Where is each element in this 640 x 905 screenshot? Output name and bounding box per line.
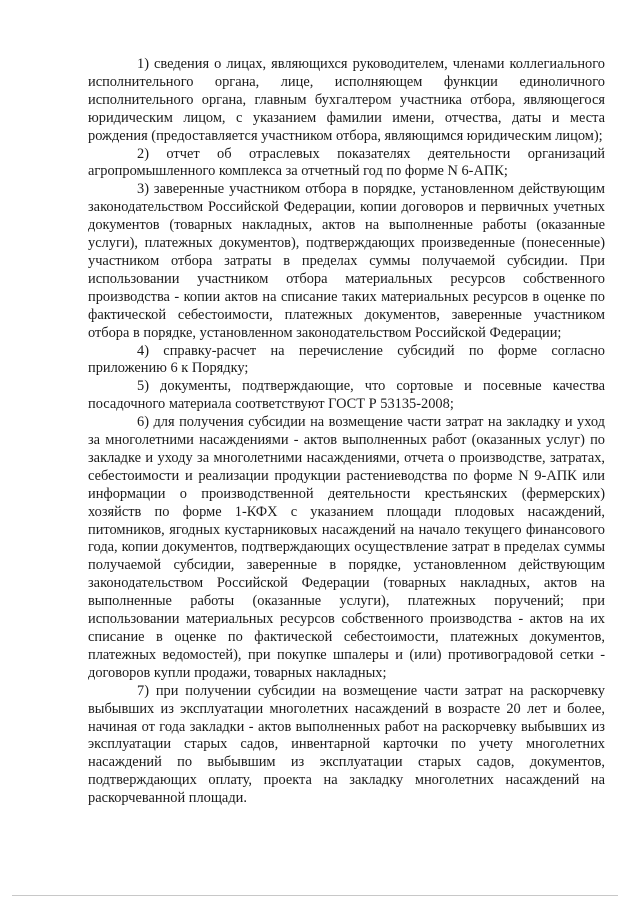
list-item-3: 3) заверенные участником отбора в порядке, установленном действующим законодательством Российской Федерации, копии договоров и первичных учетных документов (товарных накладных, актов на выполненные работы (оказанные услуги), платежных документов), подтверждающих произведенные (понесенные) участником отбора затраты в пределах суммы получаемой субсидии. При использовании участником отбора материальных ресурсов собственного производства - копии актов на списание таких материальных ресурсов в оценке по фактической себестоимости, платежных документов, заверенные участником отбора в порядке, установленном законодательством Российской Федерации; [88, 181, 605, 341]
scan-bottom-edge-line [12, 895, 618, 896]
list-item-7: 7) при получении субсидии на возмещение части затрат на раскорчевку выбывших из эксплуатации многолетних насаждений в возрасте 20 лет и более, начиная от года закладки - актов выполненных работ на раскорчевку выбывших из эксплуатации старых садов, инвентарной карточки по учету многолетних насаждений по выбывшим из эксплуатации старых садов, документов, подтверждающих оплату, проекта на закладку многолетних насаждений на раскорчеванной площади. [88, 682, 605, 807]
document-page [88, 56, 605, 808]
list-item-1: 1) сведения о лицах, являющихся руководителем, членами коллегиального исполнительного органа, лице, исполняющем функции единоличного исполнительного органа, главным бухгалтером участника отбора, являющегося юридическим лицом, с указанием фамилии имени, отчества, даты и места рождения (предоставляется участником отбора, являющимся юридическим лицом); [88, 56, 605, 144]
list-item-2: 2) отчет об отраслевых показателях деятельности организаций агропромышленного комплекса за отчетный год по форме N 6-АПК; [88, 145, 605, 180]
list-item-6: 6) для получения субсидии на возмещение части затрат на закладку и уход за многолетними насаждениями - актов выполненных работ (оказанных услуг) по закладке и уходу за многолетними насаждениями, отчета о производстве, затратах, себестоимости и реализации продукции растениеводства по форме N 9-АПК или информации о производственной деятельности крестьянских (фермерских) хозяйств по форме 1-КФХ с указанием площади плодовых насаждений, питомников, ягодных кустарниковых насаждений на начало текущего финансового года, копии документов, подтверждающих осуществление затрат в пределах суммы получаемой субсидии, заверенные в порядке, установленном действующим законодательством Российской Федерации (товарных накладных, актов на выполненные работы (оказанные услуги), платежных поручений; при использовании материальных ресурсов собственного производства - актов на их списание в оценке по фактической себестоимости, платежных документов, платежных ведомостей), при покупке шпалеры и (или) противоградовой сетки - договоров купли продажи, товарных накладных; [88, 414, 605, 681]
list-item-5: 5) документы, подтверждающие, что сортовые и посевные качества посадочного материала соответствуют ГОСТ Р 53135-2008; [88, 378, 605, 413]
list-item-4: 4) справку-расчет на перечисление субсидий по форме согласно приложению 6 к Порядку; [88, 342, 605, 377]
